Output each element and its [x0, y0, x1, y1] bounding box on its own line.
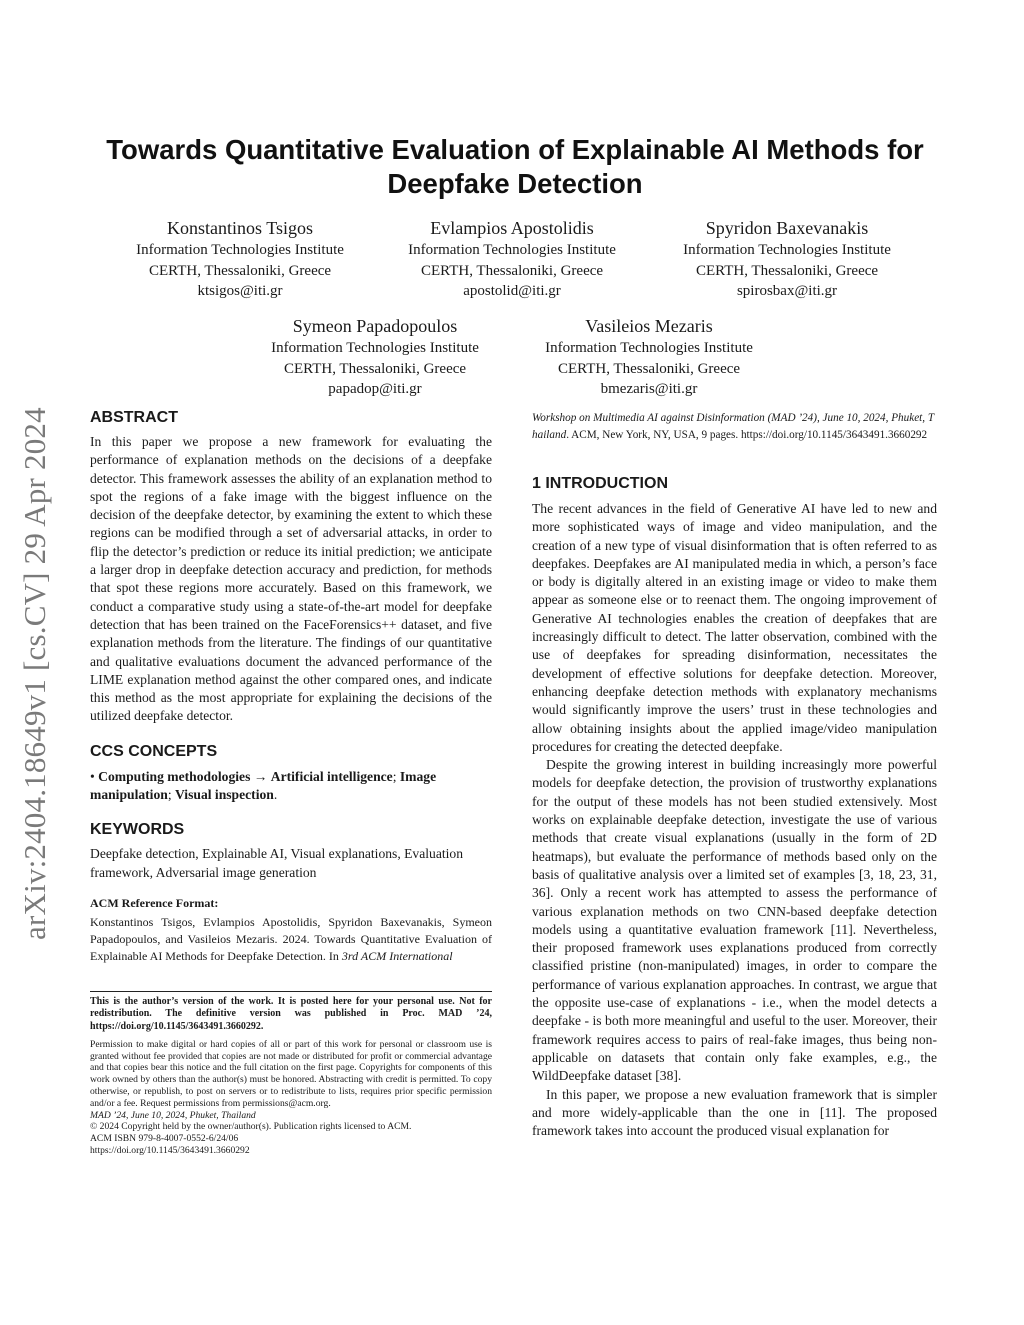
author-location: CERTH, Thessaloniki, Greece — [148, 262, 332, 279]
author-location: CERTH, Thessaloniki, Greece — [283, 360, 467, 377]
intro-paragraph: The recent advances in the field of Generative AI have led to new and more sophisticated ways of image and video manipulation, and the creation of a new type of visual disinformation that is often referred to as deepfakes. Deepfakes are AI manipulated media in which, a person’s face or body is digitally altered in an existing image or video to make them appear as someone else or to reenact them. The ongoing improvement of Generative AI technologies enables the creation of deepfakes that are increasingly difficult to detect. The latter observation, combined with the use of deepfakes for spreading disinformation, necessitates the development of effective solutions for deepfake detection. Moreover, enhancing deepfake detection methods with explanatory mechanisms would significantly improve the users’ trust in these technologies and allow obtaining insights about the applied image/video manipulation procedures for creating the detected deepfake. — [532, 501, 937, 754]
author-location: CERTH, Thessaloniki, Greece — [420, 262, 604, 279]
author-name: Spyridon Baxevanakis — [705, 218, 869, 238]
acm-ref-text — [90, 914, 492, 965]
venue-line: MAD ’24, June 10, 2024, Phuket, Thailand — [90, 1109, 256, 1121]
left-column — [90, 408, 492, 965]
workshop-italic: Workshop on Multimedia AI against Disinformation (MAD ’24), June 10, 2024, Phuket, Thailand — [532, 412, 935, 441]
workshop-rest: . ACM, New York, NY, USA, 9 pages. https://doi.org/10.1145/3643491.3660292 — [566, 429, 928, 441]
author-block — [240, 314, 510, 400]
author-block — [377, 216, 647, 302]
author-email: ktsigos@iti.gr — [197, 283, 283, 299]
acm-ref-italic: 3rd ACM International — [341, 949, 453, 964]
intro-heading: 1 INTRODUCTION — [532, 475, 668, 492]
author-name: Evlampios Apostolidis — [430, 218, 594, 238]
author-block — [652, 216, 922, 302]
author-affiliation: Information Technologies Institute — [545, 340, 753, 356]
author-location: CERTH, Thessaloniki, Greece — [557, 360, 741, 377]
author-name: Konstantinos Tsigos — [167, 218, 313, 238]
author-name: Vasileios Mezaris — [585, 316, 713, 336]
author-email: papadop@iti.gr — [328, 381, 422, 397]
author-email: spirosbax@iti.gr — [736, 283, 838, 299]
author-name: Symeon Papadopoulos — [292, 316, 458, 336]
right-column — [532, 410, 937, 1140]
ccs-bullet: • — [90, 768, 95, 784]
author-email: apostolid@iti.gr — [463, 283, 561, 299]
author-affiliation: Information Technologies Institute — [683, 242, 891, 258]
acm-ref-heading: ACM Reference Format: — [90, 895, 219, 910]
intro-paragraph: In this paper, we propose a new evaluation framework that is simpler and more widely-applicable than the one in [11]. The proposed framework takes into account the produced visual explanation for — [532, 1086, 937, 1139]
author-affiliation: Information Technologies Institute — [136, 242, 344, 258]
isbn-line: ACM ISBN 979-8-4007-0552-6/24/06 — [90, 1133, 239, 1145]
ccs-concept: Computing methodologies — [98, 768, 251, 784]
ccs-concept: Artificial intelligence — [270, 768, 393, 784]
footnote — [90, 996, 492, 1157]
ccs-concept: Visual inspection — [175, 787, 274, 803]
ccs-heading: CCS CONCEPTS — [90, 742, 218, 760]
workshop-citation — [532, 410, 937, 444]
permission-notice: Permission to make digital or hard copies of all or part of this work for personal or classroom use is granted without fee provided that copies are not made or distributed for profit or commercial advantage and that copies bear this notice and the full citation on the first page. Copyrights for components of this work owned by others than the author(s) must be honored. Abstracting with credit is permitted. To copy otherwise, or republish, to post on servers or to redistribute to lists, requires prior specific permission and/or a fee. Request permissions from permissions@acm.org. — [90, 1038, 492, 1109]
author-block — [105, 216, 375, 302]
author-version-notice: This is the author’s version of the work. It is posted here for your personal use. Not for redistribution. The definitive version was published in Proc. MAD ’24, https://doi.org/10.1145/3643491.3660292. — [90, 996, 492, 1032]
author-location: CERTH, Thessaloniki, Greece — [695, 262, 879, 279]
doi-line: https://doi.org/10.1145/3643491.3660292 — [90, 1145, 250, 1157]
arxiv-identifier: arXiv:2404.18649v1 [cs.CV] 29 Apr 2024 — [17, 407, 52, 940]
abstract-heading: ABSTRACT — [90, 409, 178, 426]
ccs-separator: ; — [392, 768, 397, 784]
author-block — [514, 314, 784, 400]
acm-ref-body: Konstantinos Tsigos, Evlampios Apostolidis, Spyridon Baxevanakis, Symeon Papadopoulos, and Vasileios Mezaris. 2024. Towards Quantitative Evaluation of Explainable AI Methods for Deepfake Detection. In — [90, 915, 492, 964]
copyright-line: © 2024 Copyright held by the owner/author(s). Publication rights licensed to ACM. — [90, 1121, 412, 1133]
ccs-concept: Image manipulation — [90, 768, 437, 803]
author-email: bmezaris@iti.gr — [600, 381, 698, 397]
footnote-rule — [90, 991, 492, 992]
author-affiliation: Information Technologies Institute — [271, 340, 479, 356]
ccs-concepts — [90, 768, 492, 805]
author-affiliation: Information Technologies Institute — [408, 242, 616, 258]
paper-title: Towards Quantitative Evaluation of Explainable AI Methods for Deepfake Detection — [106, 134, 924, 199]
keywords-text: Deepfake detection, Explainable AI, Visual explanations, Evaluation framework, Adversarial image generation — [90, 846, 464, 880]
ccs-arrow: → — [253, 768, 268, 784]
abstract-text: In this paper we propose a new framework for evaluating the performance of explanation methods on the decisions of a deepfake detector. This framework assesses the ability of an explanation method to spot the regions of a fake image with the biggest influence on the decision of the deepfake detector, by examining the extent to which these regions can be modified through a set of adversarial attacks, in order to flip the detector’s prediction or reduce its initial prediction; we anticipate a larger drop in deepfake detection accuracy and prediction, for methods that spot these regions more accurately. Based on this framework, we conduct a comparative study using a state-of-the-art model for deepfake detection that has been trained on the FaceForensics++ dataset, and five explanation methods from the literature. The findings of our quantitative and qualitative evaluations document the advanced performance of the LIME explanation method against the other compared ones, and indicate this method as the most appropriate for explaining the decisions of the utilized deepfake detector. — [90, 434, 492, 724]
ccs-end: . — [273, 787, 278, 803]
ccs-separator: ; — [167, 787, 172, 803]
intro-paragraph: Despite the growing interest in building increasingly more powerful models for deepfake detection, the provision of trustworthy explanations for the output of these models has not been studied extensively. Most works on explainable deepfake detection, investigate the use of various methods that create visual explanations (usually in the form of 2D heatmaps), but evaluate the performance of methods based only on the basis of qualitative analysis over a limited set of examples [3, 18, 23, 31, 36]. Only a recent work has attempted to assess the performance of various explanation methods on two CNN-based deepfake detection models using a quantitative evaluation framework [11]. Nevertheless, their proposed framework uses explanations produced from correctly classified pristine (non-manipulated) images, in order to compare the performance of various explanation approaches. In contrast, we argue that the opposite use-case of explanations - i.e., when the model detects a deepfake - is both more meaningful and useful to the user. Moreover, their framework requires access to pairs of real-fake images, thus being non-applicable on datasets that contain only fake examples, e.g., the WildDeepfake dataset [38]. — [532, 757, 937, 1084]
keywords-heading: KEYWORDS — [90, 821, 185, 839]
